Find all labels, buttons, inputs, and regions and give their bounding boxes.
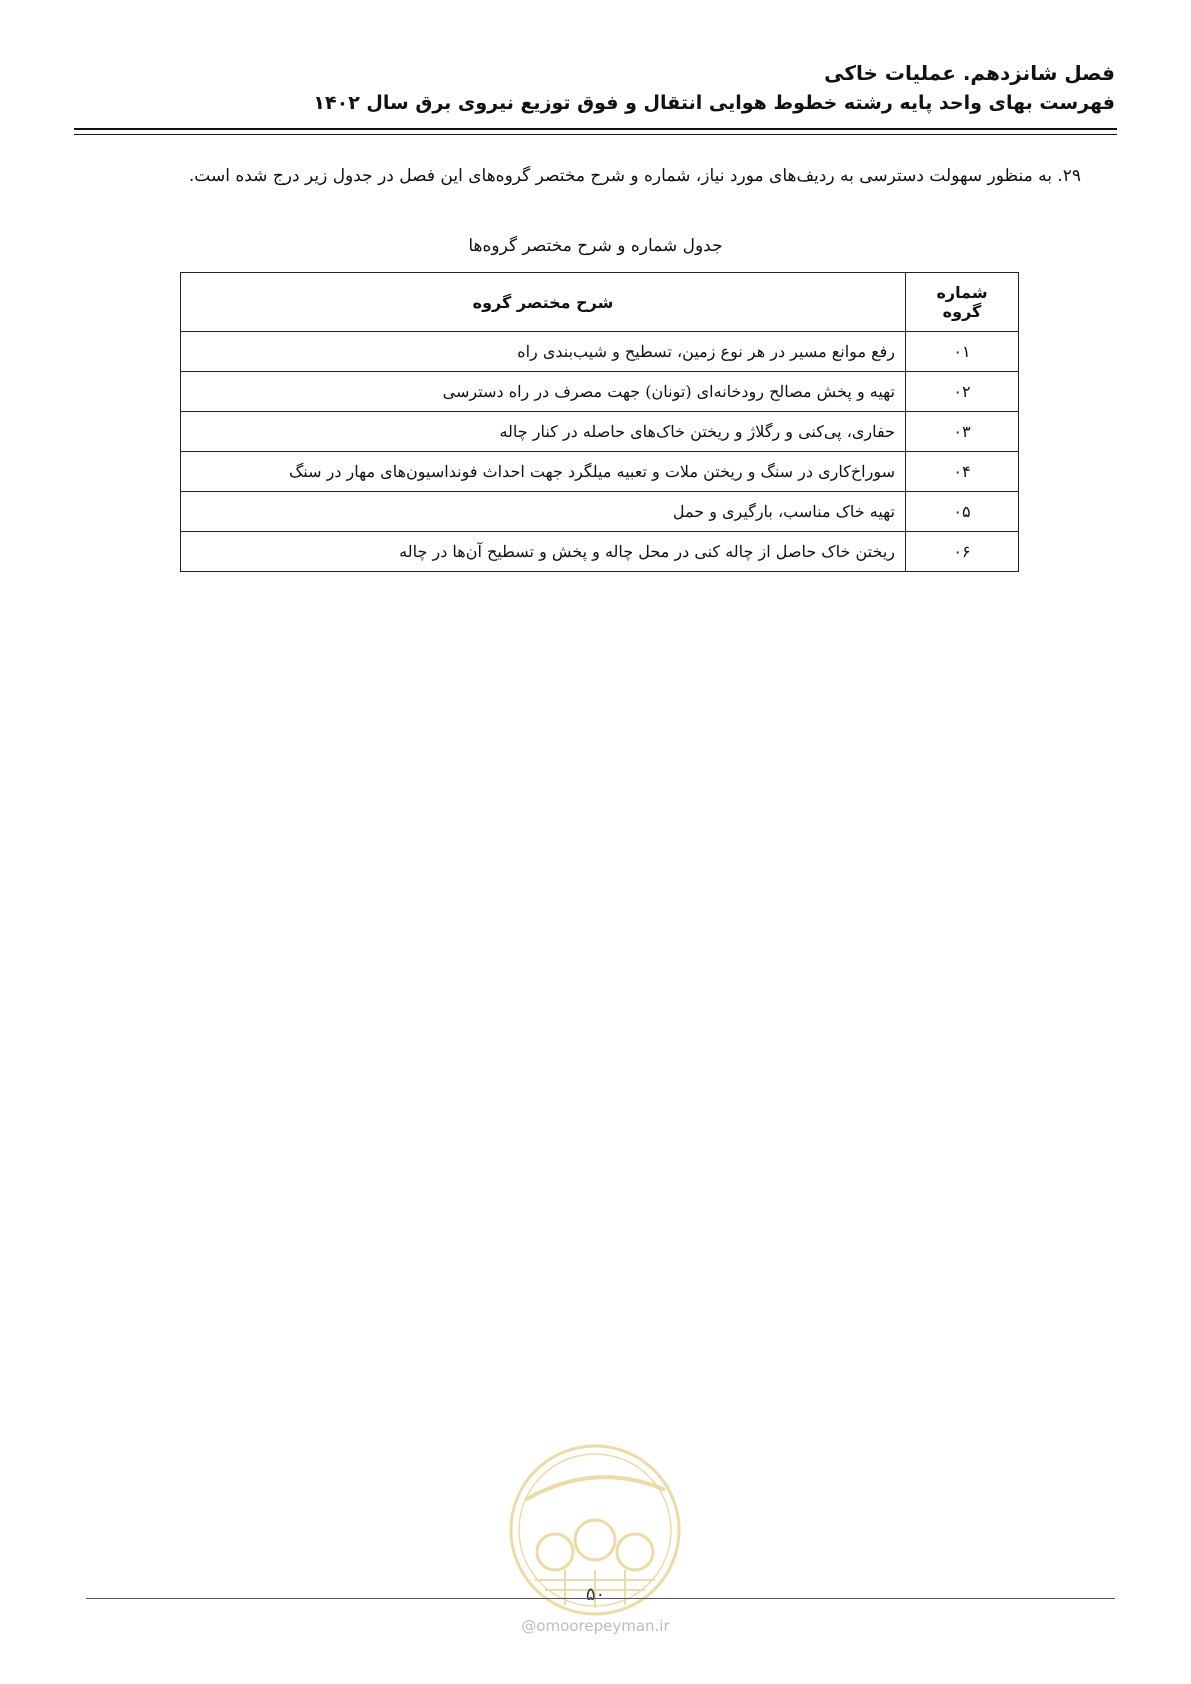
header-rule-thin	[74, 134, 1117, 135]
group-number: ۰۶	[906, 532, 1019, 572]
footer-rule	[86, 1598, 1115, 1599]
intro-paragraph: ۲۹. به منظور سهولت دسترسی به ردیف‌های مورد نیاز، شماره و شرح مختصر گروه‌های این فصل در جدول زیر درج شده است.	[188, 166, 1081, 186]
group-number: ۰۵	[906, 492, 1019, 532]
website-watermark: @omoorepeyman.ir	[521, 1617, 670, 1635]
group-description: رفع موانع مسیر در هر نوع زمین، تسطیح و شیب‌بندی راه	[181, 332, 906, 372]
table-row	[181, 492, 1019, 532]
table-row	[181, 372, 1019, 412]
header-rule-thick	[74, 128, 1117, 130]
table-caption: جدول شماره و شرح مختصر گروه‌ها	[468, 236, 723, 256]
group-description: ریختن خاک حاصل از چاله کنی در محل چاله و پخش و تسطیح آن‌ها در چاله	[181, 532, 906, 572]
page-number: ۵۰	[585, 1584, 606, 1605]
group-description: سوراخ‌کاری در سنگ و ریختن ملات و تعبیه میلگرد جهت احداث فونداسیون‌های مهار در سنگ	[181, 452, 906, 492]
group-number: ۰۳	[906, 412, 1019, 452]
group-description: تهیه خاک مناسب، بارگیری و حمل	[181, 492, 906, 532]
table-row	[181, 532, 1019, 572]
document-title: فهرست بهای واحد پایه رشته خطوط هوایی انتقال و فوق توزیع نیروی برق سال ۱۴۰۲	[313, 92, 1115, 114]
group-number: ۰۲	[906, 372, 1019, 412]
group-description: حفاری، پی‌کنی و رگلاژ و ریختن خاک‌های حاصله در کنار چاله	[181, 412, 906, 452]
groups-table	[180, 272, 1019, 572]
chapter-title: فصل شانزدهم. عملیات خاکی	[824, 61, 1115, 85]
header-group-description: شرح مختصر گروه	[181, 273, 906, 332]
group-number: ۰۴	[906, 452, 1019, 492]
group-description: تهیه و پخش مصالح رودخانه‌ای (تونان) جهت مصرف در راه دسترسی	[181, 372, 906, 412]
table-row	[181, 332, 1019, 372]
header-group-number: شماره گروه	[906, 273, 1019, 332]
page-header	[76, 58, 1115, 118]
table-header-row	[181, 273, 1019, 332]
group-number: ۰۱	[906, 332, 1019, 372]
table-row	[181, 412, 1019, 452]
table-row	[181, 452, 1019, 492]
